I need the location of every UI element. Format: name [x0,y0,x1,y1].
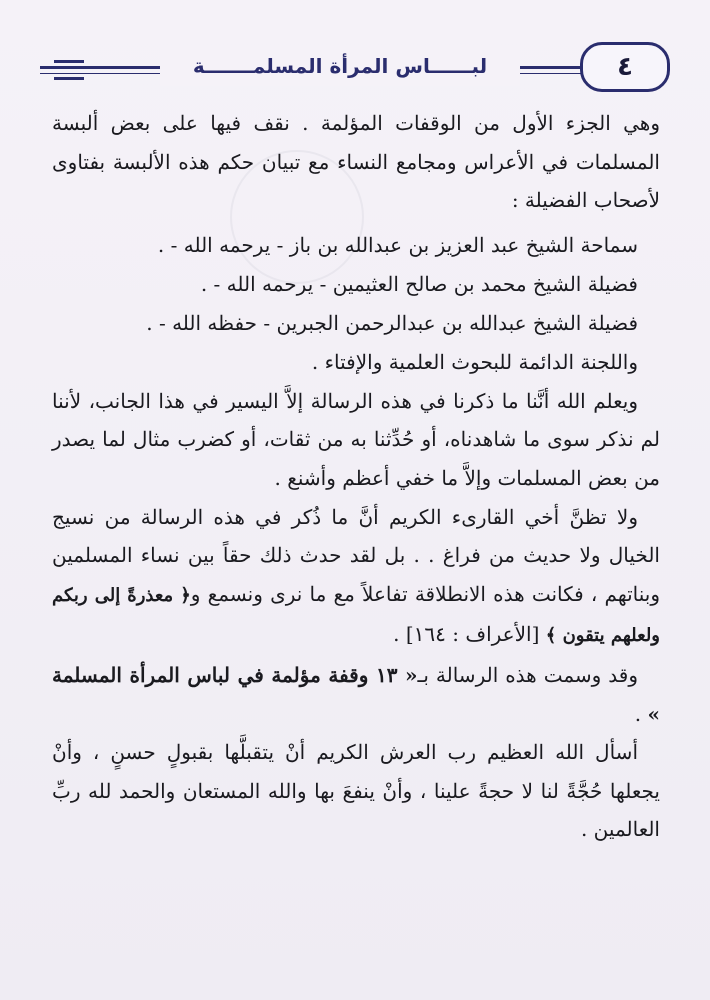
scholar-list [52,226,660,382]
paragraph-disclaimer: ويعلم الله أنَّنا ما ذكرنا في هذه الرسالة إلاَّ اليسير في هذا الجانب، لأننا لم نذكر سوى ما شاهدناه، أو حُدِّثنا به من ثقات، أو كضرب مثال لما يصدر من بعض المسلمات وإلاَّ ما خفي أعظم وأشنع . [52,388,660,490]
paragraph-title [52,656,660,733]
paragraph-closing: أسأل الله العظيم رب العرش الكريم أنْ يتقبلَّها بقبولٍ حسنٍ ، وأنْ يجعلها حُجَّةً لنا لا حجةً علينا ، وأنْ ينفعَ بها والله المستعان والحمد لله ربِّ العالمين . [52,740,660,842]
paragraph-intro: وهي الجزء الأول من الوقفات المؤلمة . نقف فيها على بعض ألبسة المسلمات في الأعراس ومجامع النساء مع تبيان حكم هذه الألبسة بفتاوى لأصحاب الفضيلة : [52,111,660,213]
paragraph-reader-text: ولا تظنَّ أخي القارىء الكريم أنَّ ما ذُكر في هذه الرسالة من نسيج الخيال ولا حديث من فراغ . . بل لقد حدث ذلك حقاً بين نساء المسلمين وبناتهم ، فكانت هذه الانطلاقة تفاعلاً مع ما نرى ونسمع و [52,504,660,606]
quran-verse: ﴿ معذرةً إلى ربكم ولعلهم يتقون ﴾ [52,584,660,647]
paragraph-title-text: وقد وسمت هذه الرسالة بـ [417,662,638,687]
list-item: فضيلة الشيخ محمد بن صالح العثيمين - يرحمه الله - . [200,271,638,296]
page-number: ٤ [580,42,670,92]
verse-reference: [الأعراف : ١٦٤] . [393,622,540,647]
paragraph-title-end: . [634,701,648,726]
list-item: فضيلة الشيخ عبدالله بن عبدالرحمن الجبرين - حفظه الله - . [146,310,638,335]
page-header [40,42,670,92]
header-ornament [54,60,84,80]
body-text [52,104,660,849]
booklet-title: « ١٣ وقفة مؤلمة في لباس المرأة المسلمة » [52,662,660,726]
paragraph-reader [52,498,660,656]
list-item: سماحة الشيخ عبد العزيز بن عبدالله بن باز - يرحمه الله - . [157,232,638,257]
running-title: لبــــــاس المرأة المسلمـــــــة [160,46,520,86]
list-item: واللجنة الدائمة للبحوث العلمية والإفتاء . [311,349,638,374]
